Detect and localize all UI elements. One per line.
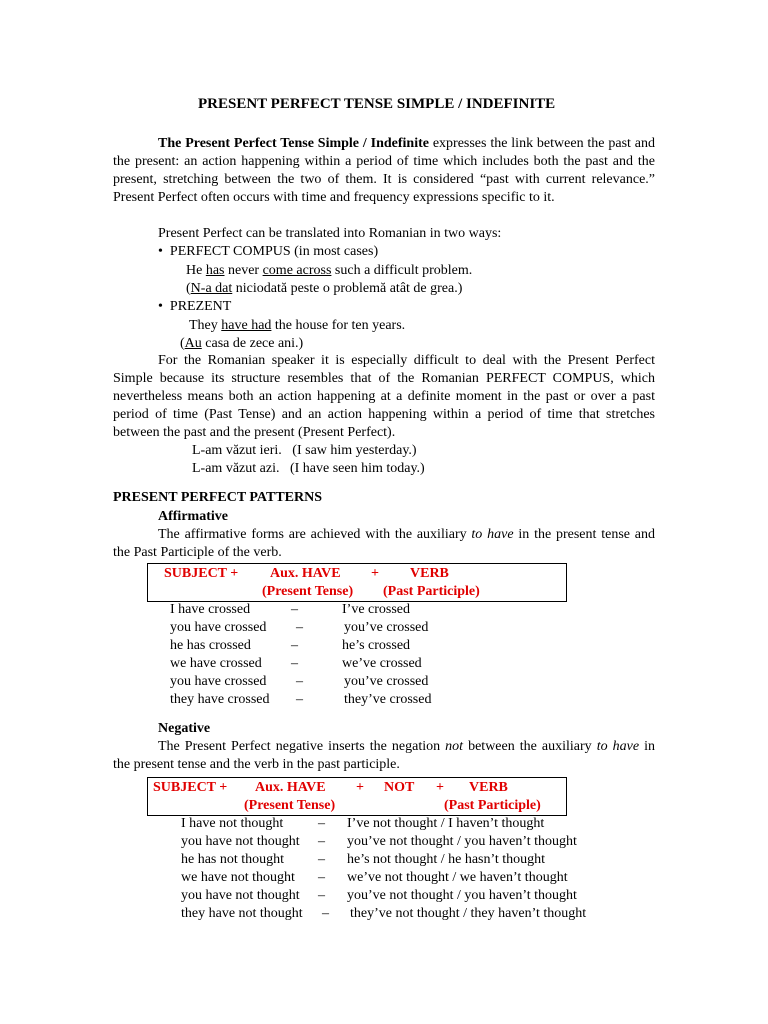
table-row-dash: –	[318, 852, 325, 867]
text: in the present tense and the verb in the past participle.	[113, 739, 656, 772]
page-title: PRESENT PERFECT TENSE SIMPLE / INDEFINITE	[198, 96, 556, 112]
intro-bold-term: The Present Perfect Tense Simple / Indefinite	[158, 136, 429, 151]
box-plus: +	[356, 780, 364, 795]
underlined-text: Au	[184, 336, 202, 351]
text: in the present tense and the Past Participle of the verb.	[113, 527, 656, 560]
box-plus: +	[436, 780, 444, 795]
table-row-short: they’ve crossed	[344, 692, 432, 707]
box-aux: Aux. HAVE	[270, 566, 341, 581]
bullet-label: PERFECT COMPUS (in most cases)	[169, 244, 379, 259]
box-verb: VERB	[410, 566, 449, 581]
table-row-full: you have not thought	[181, 888, 300, 903]
example-en-1	[186, 262, 472, 280]
box-tense: (Present Tense)	[244, 798, 336, 813]
table-row-full: you have not thought	[181, 834, 300, 849]
table-row-short: we’ve not thought / we haven’t thought	[347, 870, 568, 885]
text: (	[180, 336, 185, 351]
table-row-short: he’s not thought / he hasn’t thought	[347, 852, 546, 867]
text: between the auxiliary	[463, 739, 597, 754]
table-row-short: you’ve crossed	[344, 620, 429, 635]
example-row-1	[192, 442, 417, 460]
table-row-dash: –	[318, 834, 325, 849]
italic-text: to have	[471, 527, 514, 542]
table-row-full: we have not thought	[181, 870, 295, 885]
table-row-full: he has not thought	[181, 852, 285, 867]
box-verb: VERB	[469, 780, 508, 795]
text: casa de zece ani.)	[201, 336, 304, 351]
table-row-dash: –	[291, 656, 298, 671]
table-row-short: you’ve not thought / you haven’t thought	[347, 888, 577, 903]
example-en-2	[189, 317, 405, 335]
example-ro: L-am văzut azi.	[192, 461, 280, 476]
table-row-dash: –	[296, 692, 303, 707]
underlined-text: has	[205, 263, 225, 278]
bullet-perfect-compus	[158, 243, 378, 261]
text: such a difficult problem.	[331, 263, 473, 278]
box-participle: (Past Participle)	[383, 584, 480, 599]
table-row-short: I’ve not thought / I haven’t thought	[347, 816, 545, 831]
table-row-full: they have crossed	[170, 692, 270, 707]
example-ro: L-am văzut ieri.	[192, 443, 282, 458]
intro-paragraph	[113, 135, 655, 207]
table-row-dash: –	[318, 870, 325, 885]
text: He	[186, 263, 206, 278]
negative-heading: Negative	[158, 721, 211, 736]
example-en: (I saw him yesterday.)	[292, 443, 417, 458]
table-row-short: they’ve not thought / they haven’t thought	[350, 906, 587, 921]
example-en: (I have seen him today.)	[289, 461, 425, 476]
italic-text: not	[445, 739, 464, 754]
example-row-2	[192, 460, 425, 478]
text: niciodată peste o problemă atât de grea.)	[232, 281, 463, 296]
romanian-paragraph: For the Romanian speaker it is especially difficult to deal with the Present Perfect Simple because its structure resembles that of the Romanian PERFECT COMPUS, which nevertheless means both an action happening at a definite moment in the past or over a past period of time (Past Tense) and an action happening within a period of time that stretches between the past and the present (Present Perfect).	[113, 353, 655, 440]
text: The Present Perfect negative inserts the negation	[158, 739, 446, 754]
text: They	[189, 318, 222, 333]
underlined-text: come across	[262, 263, 332, 278]
table-row-full: I have crossed	[170, 602, 251, 617]
text: the house for ten years.	[271, 318, 406, 333]
table-row-short: you’ve crossed	[344, 674, 429, 689]
table-row-full: they have not thought	[181, 906, 303, 921]
table-row-short: he’s crossed	[342, 638, 411, 653]
example-ro-1	[186, 280, 462, 298]
table-row-dash: –	[322, 906, 329, 921]
table-row-dash: –	[291, 638, 298, 653]
table-row-dash: –	[296, 620, 303, 635]
text: never	[224, 263, 263, 278]
negative-text	[113, 738, 655, 774]
affirmative-heading: Affirmative	[158, 509, 228, 524]
box-plus: +	[371, 566, 379, 581]
table-row-full: you have crossed	[170, 620, 267, 635]
table-row-dash: –	[296, 674, 303, 689]
text: The affirmative forms are achieved with the auxiliary	[158, 527, 472, 542]
table-row-full: you have crossed	[170, 674, 267, 689]
bullet-icon: •	[158, 299, 163, 314]
box-subject: SUBJECT +	[153, 780, 228, 795]
underlined-text: N-a dat	[190, 281, 233, 296]
box-participle: (Past Participle)	[444, 798, 541, 813]
intro-text: expresses the link between the past and the present: an action happening within a period of time which includes both the past and the present, stretching between the two of them. It is considered “past with current relevance.” Present Perfect often occurs with time and frequency expressions specific to it.	[113, 136, 656, 205]
box-not: NOT	[384, 780, 415, 795]
table-row-short: you’ve not thought / you haven’t thought	[347, 834, 577, 849]
table-row-short: we’ve crossed	[342, 656, 422, 671]
underlined-text: have had	[221, 318, 272, 333]
table-row-dash: –	[318, 888, 325, 903]
bullet-label: PREZENT	[169, 299, 232, 314]
translation-line: Present Perfect can be translated into Romanian in two ways:	[158, 226, 502, 241]
table-row-short: I’ve crossed	[342, 602, 411, 617]
table-row-full: I have not thought	[181, 816, 284, 831]
bullet-icon: •	[158, 244, 163, 259]
affirmative-text	[113, 526, 655, 562]
italic-text: to have	[596, 739, 640, 754]
patterns-heading: PRESENT PERFECT PATTERNS	[113, 490, 323, 505]
box-aux: Aux. HAVE	[255, 780, 326, 795]
example-ro-2	[180, 335, 303, 353]
table-row-dash: –	[291, 602, 298, 617]
table-row-full: he has crossed	[170, 638, 251, 653]
box-subject: SUBJECT +	[164, 566, 239, 581]
table-row-full: we have crossed	[170, 656, 262, 671]
text: (	[186, 281, 191, 296]
table-row-dash: –	[318, 816, 325, 831]
box-tense: (Present Tense)	[262, 584, 354, 599]
bullet-prezent	[158, 298, 231, 316]
